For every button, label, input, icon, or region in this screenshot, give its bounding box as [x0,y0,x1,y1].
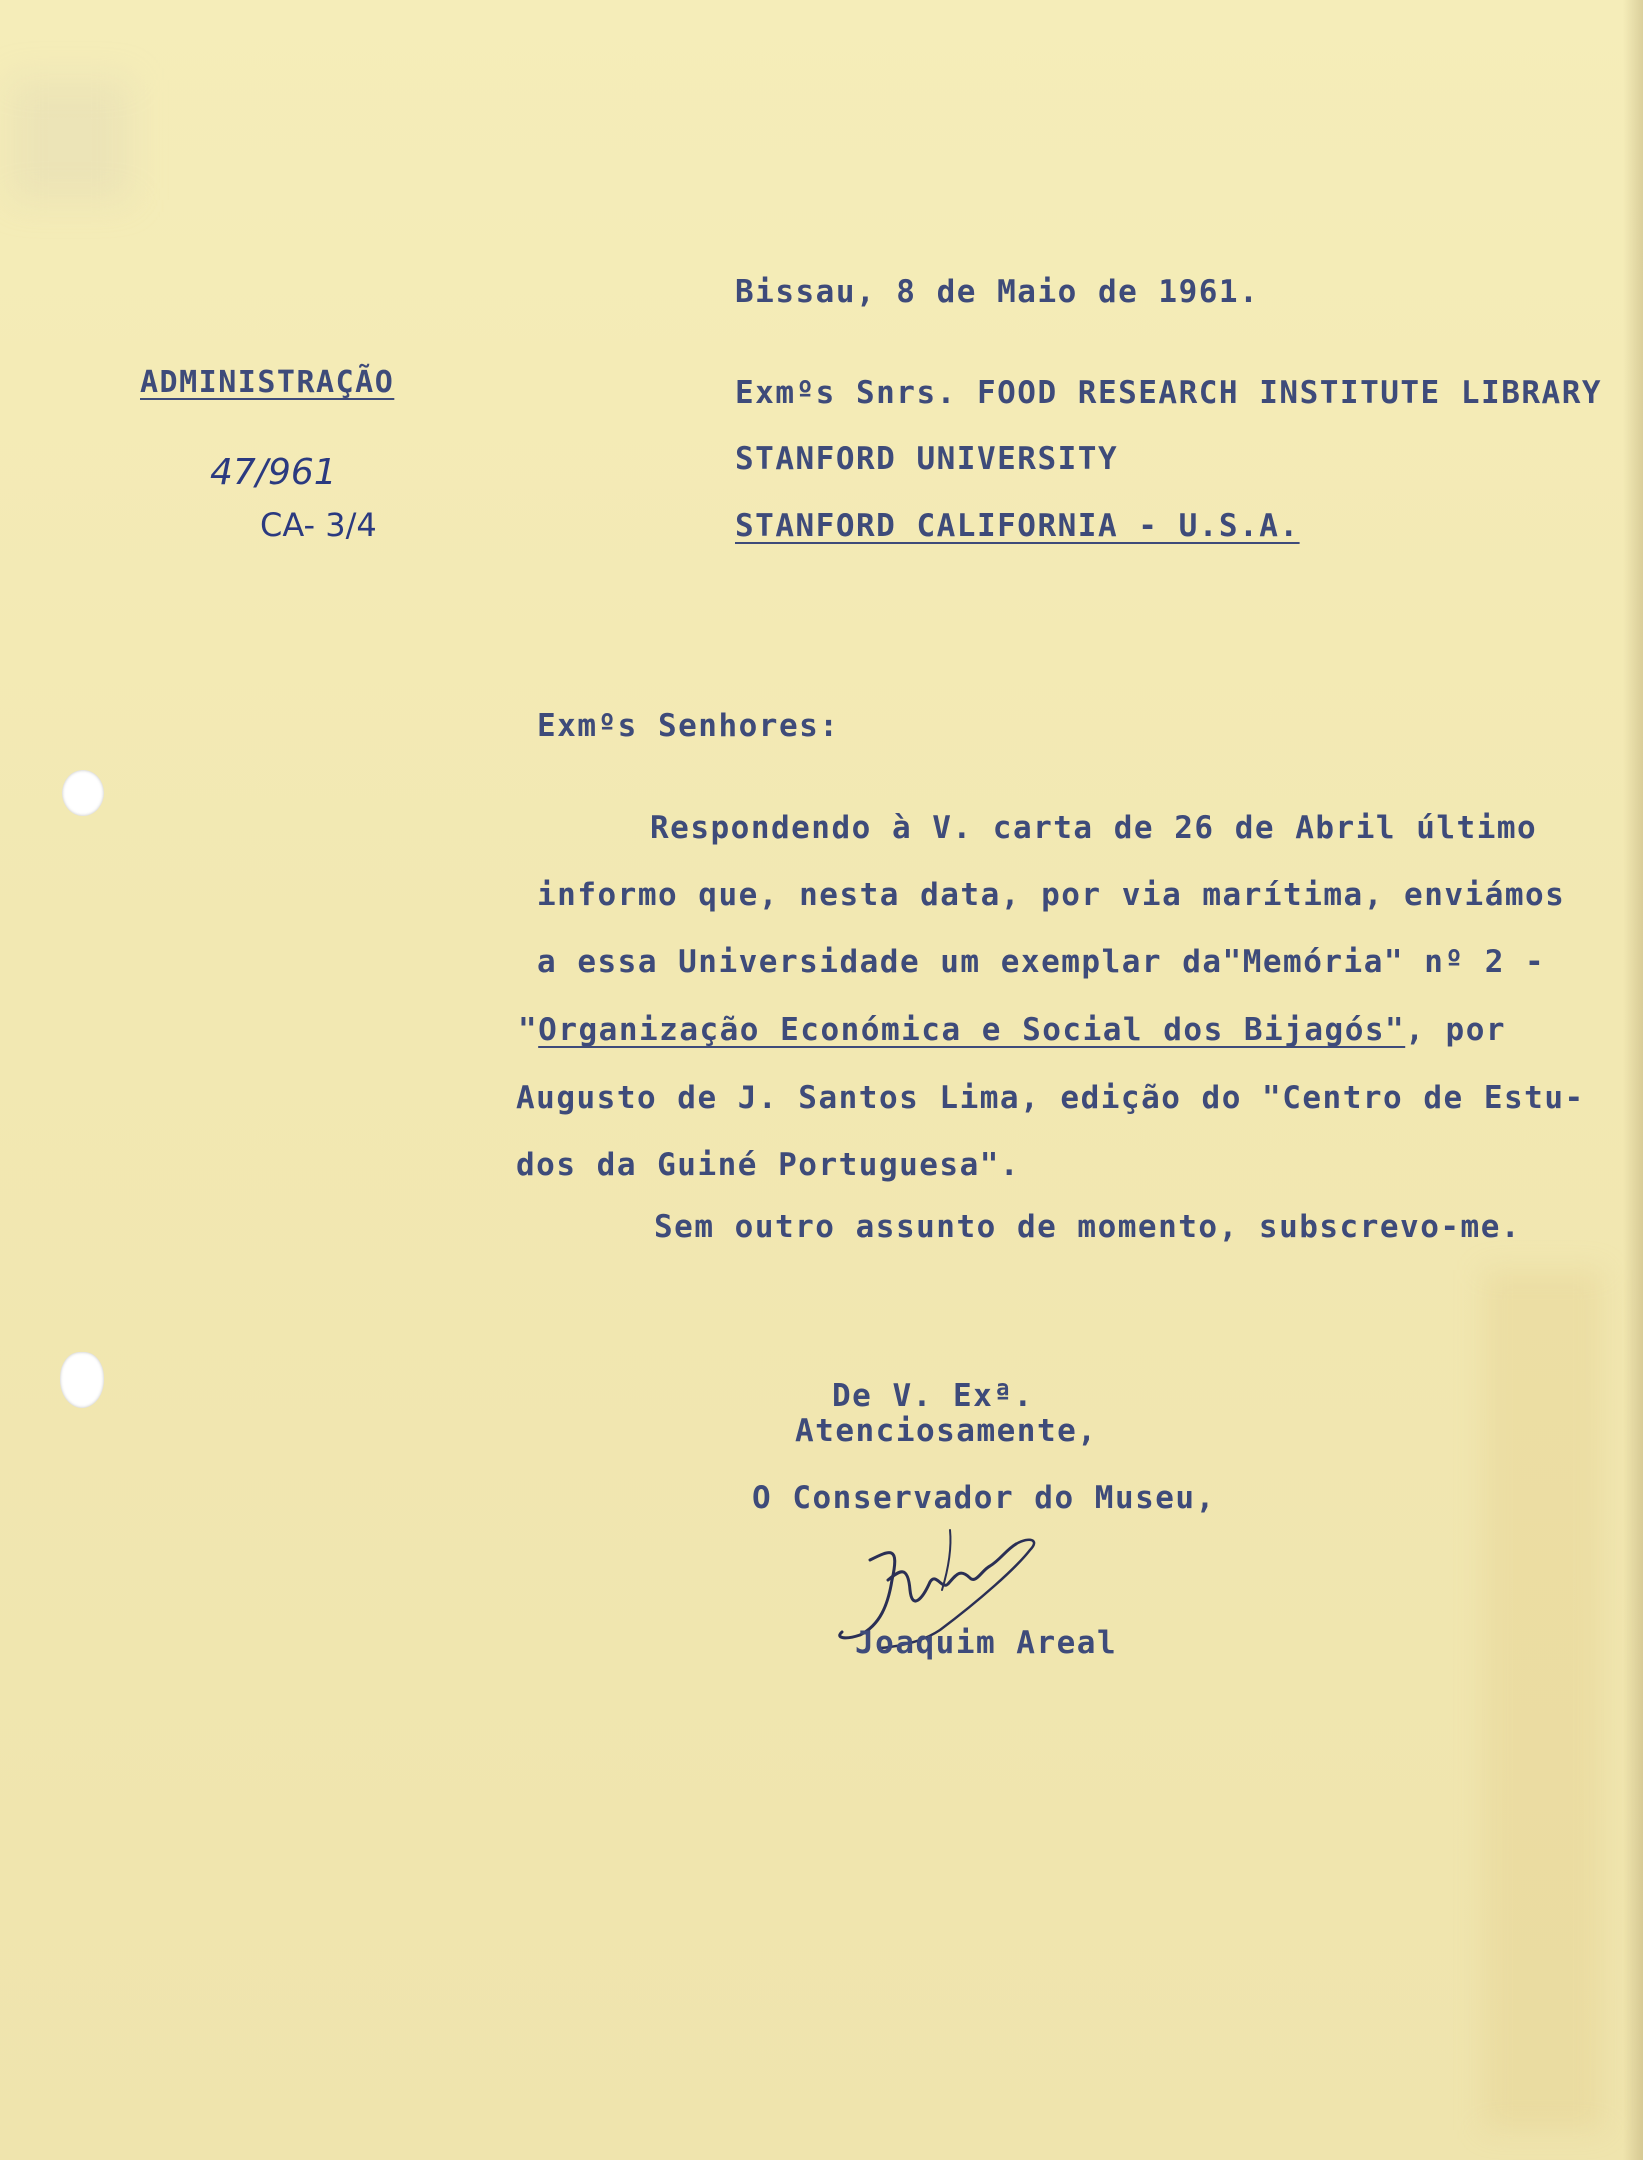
paper-edge-shadow [1623,0,1643,2160]
recipient-line: STANFORD CALIFORNIA - U.S.A. [735,508,1300,544]
closing-line: Atenciosamente, [795,1413,1098,1449]
date-line: Bissau, 8 de Maio de 1961. [735,274,1260,310]
punch-hole [60,1352,104,1408]
recipient-line: Exmºs Snrs. FOOD RESEARCH INSTITUTE LIBRARY [735,375,1603,411]
body-line: informo que, nesta data, por via marítima, enviámos [537,877,1566,913]
body-line: Sem outro assunto de momento, subscrevo-me. [654,1209,1522,1245]
body-line [518,1012,1506,1048]
paper-stain [10,80,130,200]
signatory-name: Joaquim Areal [855,1625,1118,1661]
body-line: dos da Guiné Portuguesa". [516,1147,1021,1183]
reference-code: CA- 3/4 [260,506,377,544]
recipient-line: STANFORD UNIVERSITY [735,441,1119,477]
department-heading: ADMINISTRAÇÃO [140,365,395,400]
closing-line: O Conservador do Museu, [752,1480,1216,1516]
book-title: Organização Económica e Social dos Bijagós" [538,1012,1406,1048]
salutation: Exmºs Senhores: [537,708,840,744]
paper-stain [1483,1270,1603,2130]
body-text: , por [1405,1012,1507,1048]
reference-number: 47/961 [210,452,337,493]
body-line: Augusto de J. Santos Lima, edição do "Centro de Estu- [516,1080,1585,1116]
closing-line: De V. Exª. [832,1378,1034,1414]
punch-hole [62,770,104,816]
body-line: Respondendo à V. carta de 26 de Abril último [650,810,1538,846]
body-line: a essa Universidade um exemplar da"Memória" nº 2 - [537,944,1546,980]
open-quote: " [518,1012,539,1048]
